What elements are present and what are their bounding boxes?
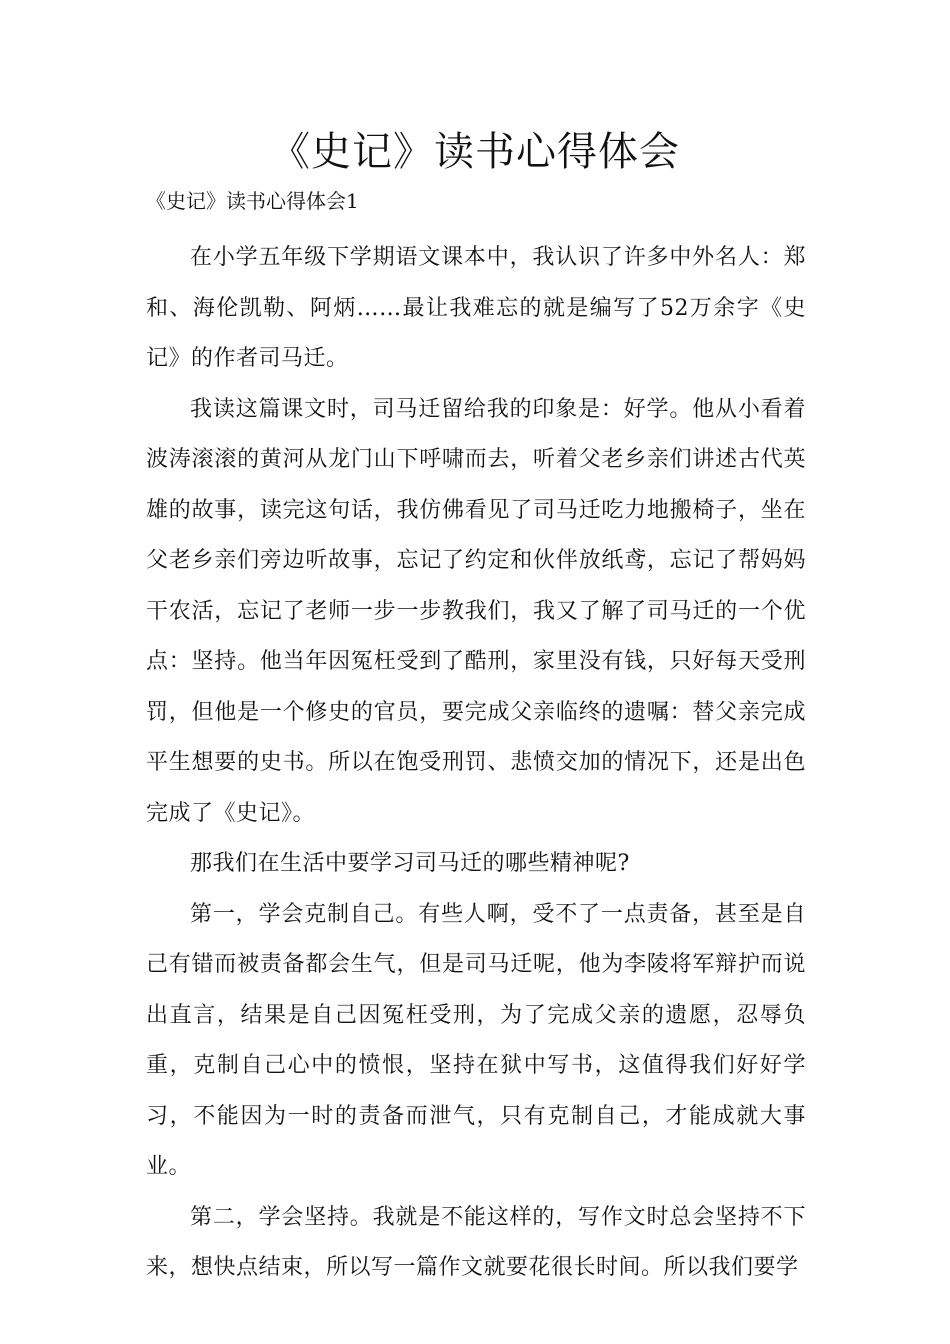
paragraph: 那我们在生活中要学习司马迁的哪些精神呢? <box>190 851 630 876</box>
paragraph: 第一，学会克制自己。有些人啊，受不了一点责备，甚至是自己有错而被责备都会生气，但是司马迁呢，他为李陵将军辩护而说出直言，结果是自己因冤枉受刑，为了完成父亲的遗愿，忍辱负重，克制自己心中的愤恨，坚持在狱中写书，这值得我们好好学习，不能因为一时的责备而泄气，只有克制自己，才能成就大事业。 <box>146 901 806 1179</box>
paragraph: 第二，学会坚持。我就是不能这样的，写作文时总会坚持不下来，想快点结束，所以写一篇作文就要花很长时间。所以我们要学 <box>146 1204 806 1280</box>
document-title: 《史记》读书心得体会 <box>270 129 680 175</box>
document-body <box>146 233 806 1294</box>
paragraph: 在小学五年级下学期语文课本中，我认识了许多中外名人：郑和、海伦凯勒、阿炳……最让我难忘的就是编写了52万余字《史记》的作者司马迁。 <box>146 245 806 371</box>
paragraph: 我读这篇课文时，司马迁留给我的印象是：好学。他从小看着波涛滚滚的黄河从龙门山下呼啸而去，听着父老乡亲们讲述古代英雄的故事，读完这句话，我仿佛看见了司马迁吃力地搬椅子，坐在父老乡亲们旁边听故事，忘记了约定和伙伴放纸鸢，忘记了帮妈妈干农活，忘记了老师一步一步教我们，我又了解了司马迁的一个优点：坚持。他当年因冤枉受到了酷刑，家里没有钱，只好每天受刑罚，但他是一个修史的官员，要完成父亲临终的遗嘱：替父亲完成平生想要的史书。所以在饱受刑罚、悲愤交加的情况下，还是出色完成了《史记》。 <box>146 396 806 826</box>
document-subtitle: 《史记》读书心得体会1 <box>146 189 359 213</box>
